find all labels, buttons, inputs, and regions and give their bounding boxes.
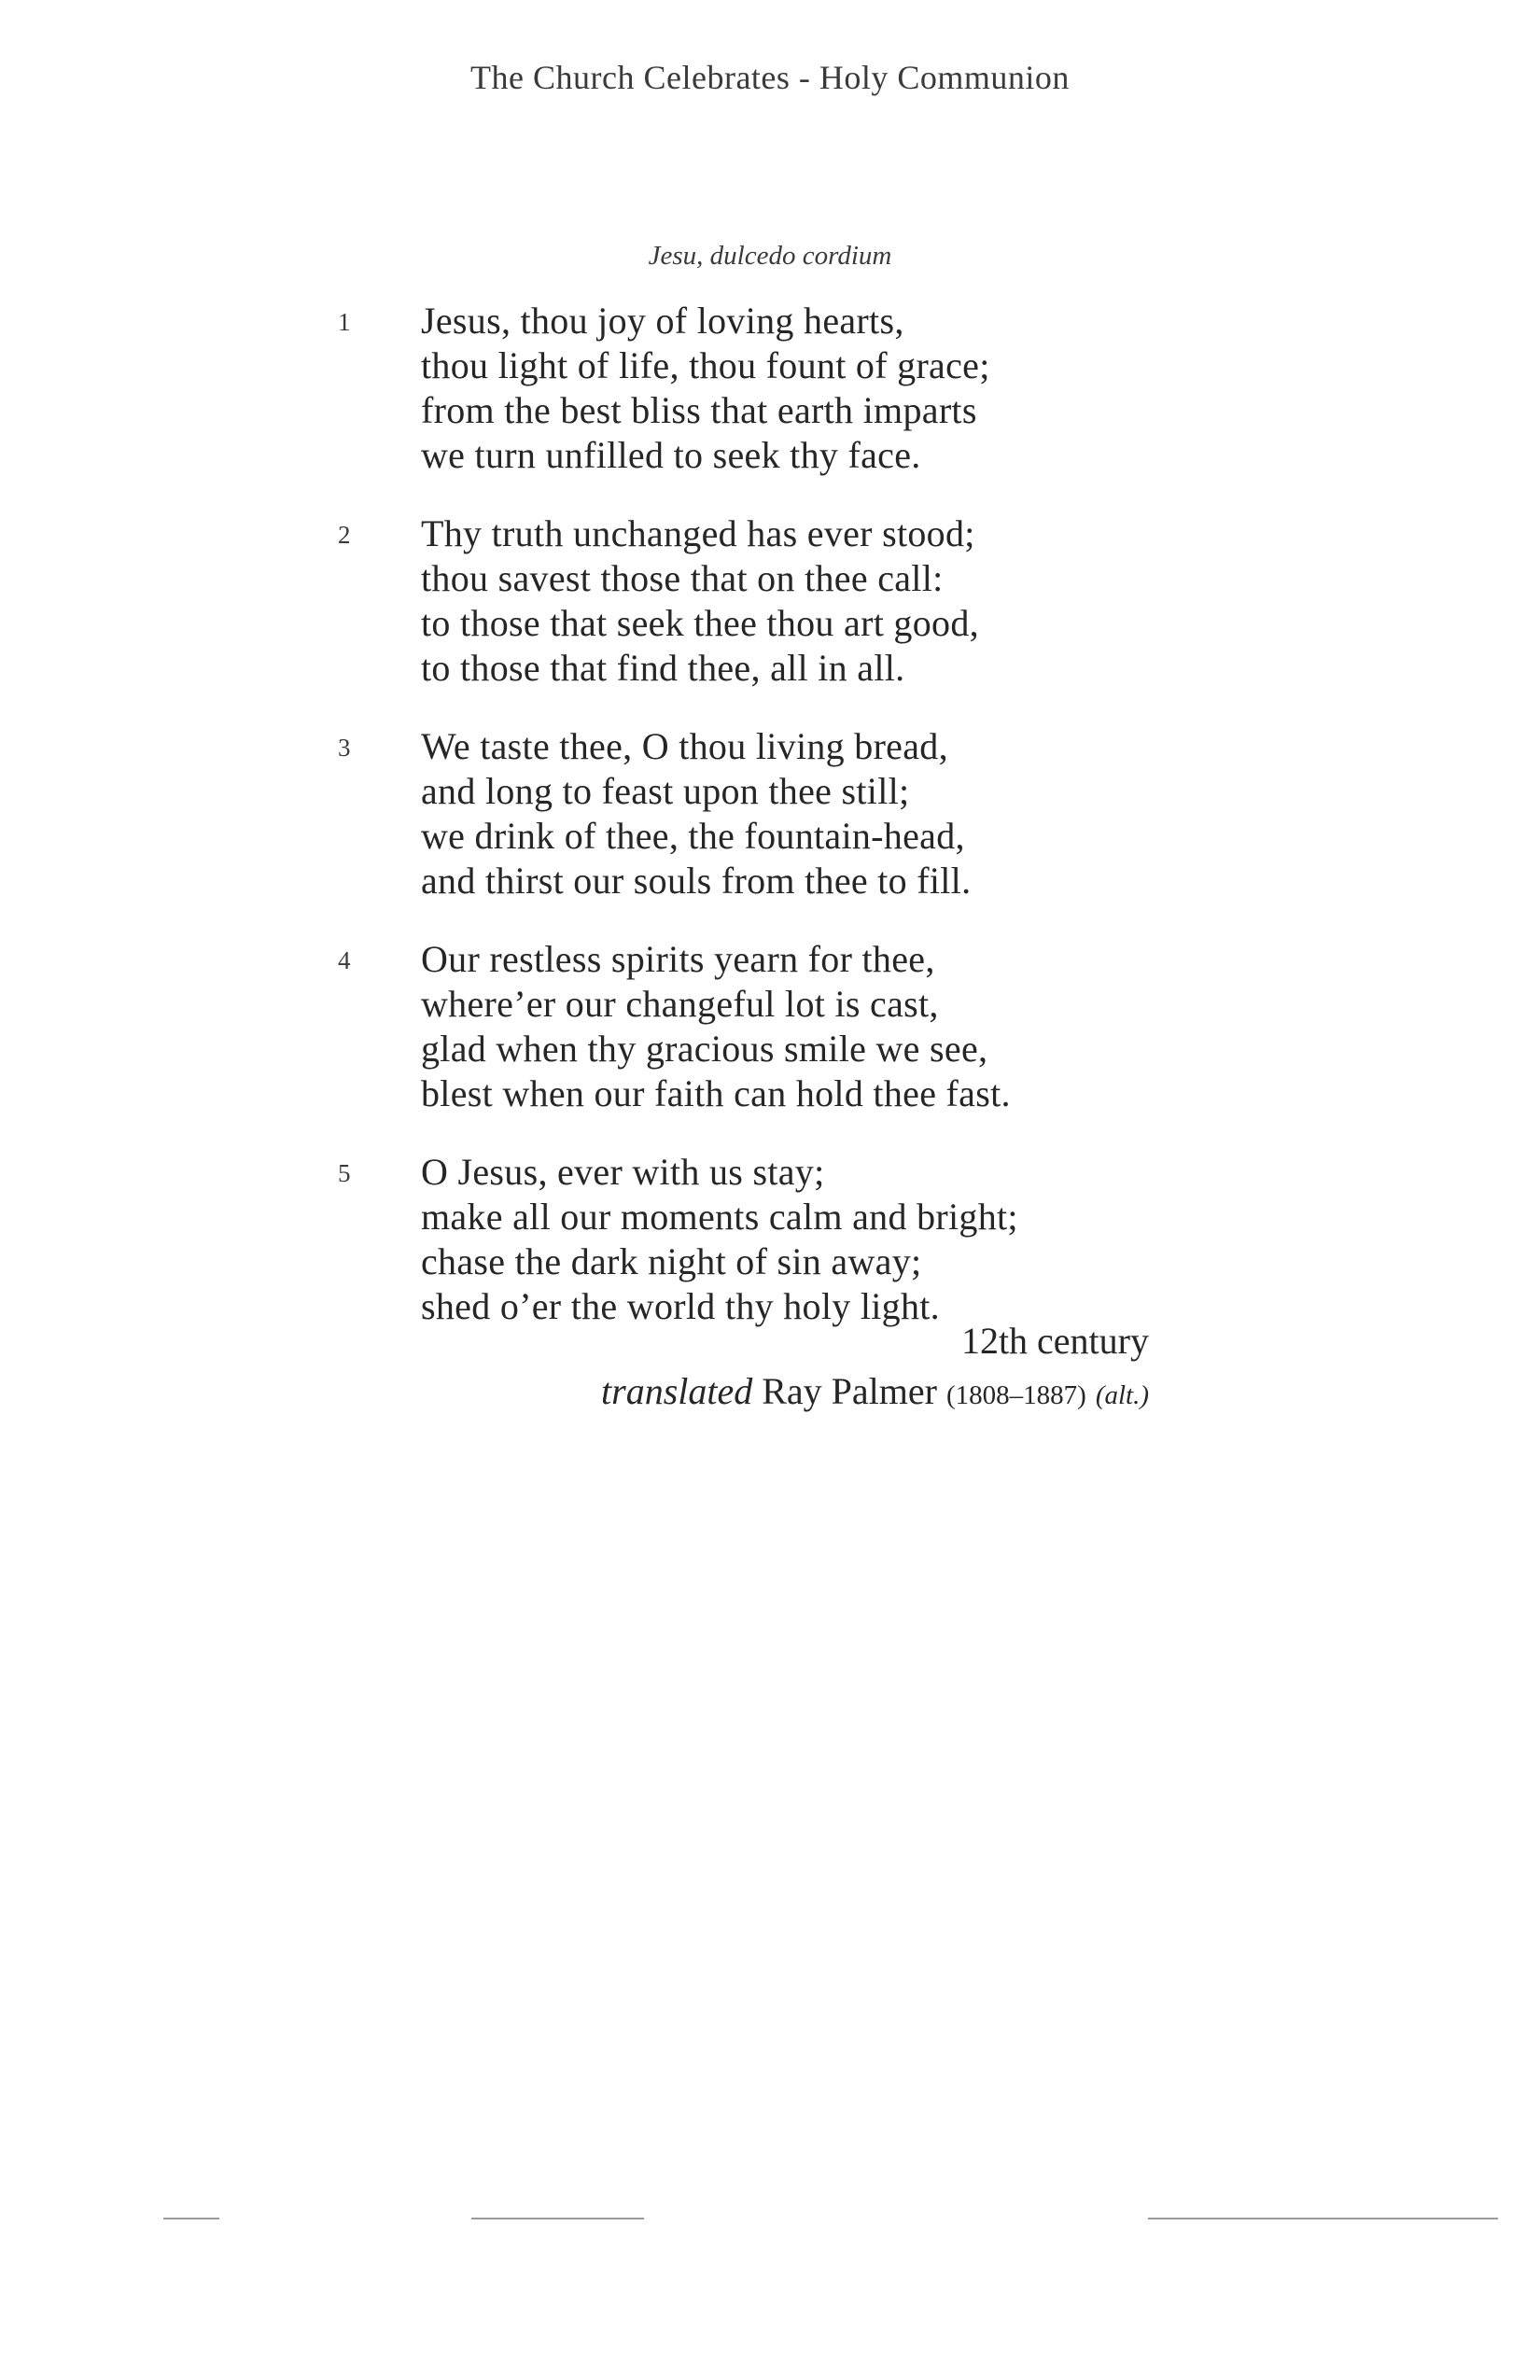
attribution-translation [0,1366,1149,1421]
verse-line: shed o’er the world thy holy light. [421,1285,940,1327]
running-header: The Church Celebrates - Holy Communion [470,59,1070,96]
translated-label: translated [601,1370,753,1412]
verse-line: and long to feast upon thee still; [421,770,910,812]
verse-line: glad when thy gracious smile we see, [421,1028,988,1070]
verse-number: 3 [338,734,351,762]
verse-number: 5 [338,1159,351,1187]
verse-line: blest when our faith can hold thee fast. [421,1072,1011,1114]
verse-line: where’er our changeful lot is cast, [421,983,939,1025]
verse-line: we drink of thee, the fountain-head, [421,815,965,857]
verse-line: We taste thee, O thou living bread, [421,725,948,767]
verse-lines [421,511,1540,691]
verse-3 [0,724,1540,903]
verse-line: to those that seek thee thou art good, [421,602,979,644]
verse-line: thou savest those that on thee call: [421,557,944,599]
verse-lines [421,937,1540,1116]
scan-artifact-line [163,2218,219,2219]
verse-2 [0,511,1540,691]
verse-lines [421,724,1540,903]
verse-5 [0,1150,1540,1329]
verse-number: 4 [338,946,351,974]
verse-line: O Jesus, ever with us stay; [421,1151,825,1193]
verse-lines [421,1150,1540,1329]
alteration-note: (alt.) [1095,1380,1149,1410]
attribution-source: 12th century [960,1320,1149,1362]
verse-1 [0,299,1540,478]
verse-line: chase the dark night of sin away; [421,1240,922,1282]
verse-line: from the best bliss that earth imparts [421,389,977,431]
verse-line: thou light of life, thou fount of grace; [421,344,990,386]
verse-line: Our restless spirits yearn for thee, [421,938,935,980]
verse-4 [0,937,1540,1116]
translator-dates: (1808–1887) [945,1380,1086,1410]
scan-artifact-line [1148,2218,1498,2219]
verse-line: we turn unfilled to seek thy face. [421,434,921,476]
verse-lines [421,299,1540,478]
hymn-attribution [0,1316,1149,1421]
verse-line: and thirst our souls from thee to fill. [421,860,972,902]
verse-line: Thy truth unchanged has ever stood; [421,512,975,554]
verse-line: to those that find thee, all in all. [421,647,905,689]
verse-number: 1 [338,308,351,336]
scan-artifact-line [471,2218,644,2219]
verse-number: 2 [338,521,351,549]
hymn-latin-title: Jesu, dulcedo cordium [648,241,892,271]
verse-line: make all our moments calm and bright; [421,1196,1018,1238]
verse-line: Jesus, thou joy of loving hearts, [421,300,904,342]
hymn-verses [0,299,1540,1363]
translator-name: Ray Palmer [762,1370,937,1412]
